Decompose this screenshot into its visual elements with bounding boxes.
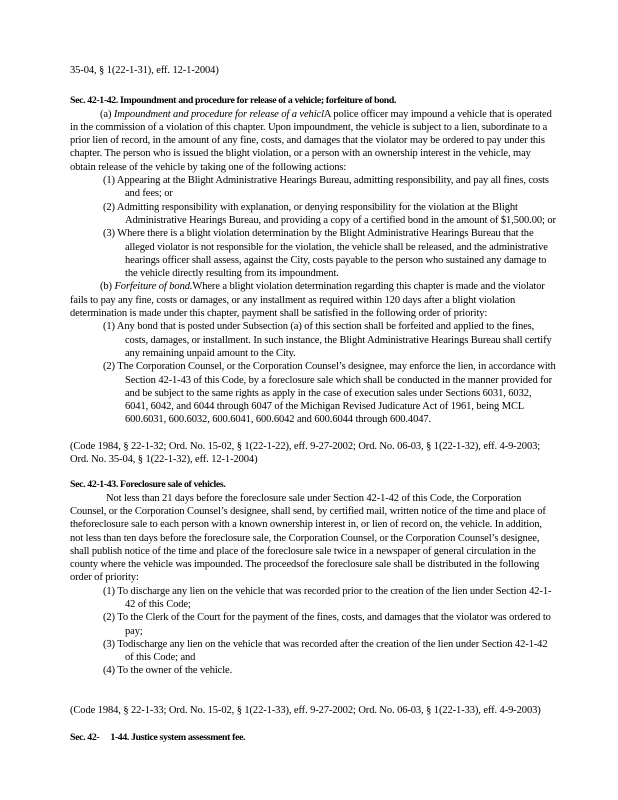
list-item-number: (4) — [103, 665, 115, 677]
list-item-number: (2) — [103, 201, 115, 213]
list-item — [70, 320, 556, 360]
list-item — [70, 201, 556, 228]
ordinance-continuation-line: 35-04, § 1(22-1-31), eff. 12-1-2004) — [70, 65, 219, 76]
list-item-text: The Corporation Counsel, or the Corporation Counsel’s designee, may enforce the lien, in accordance with Section 42-1-43 of this Code, by a foreclosure sale which shall be conducted in the manner provided for and be subject to the same rights as apply in the case of execution sales under Sections 6031, 6032, 6041, 6042, and 6044 through 6047 of the Michigan Revised Judicature Act of 1961, being MCL 600.6031, 600.6032, 600.6041, 600.6042 and 600.6044 through 600.4047. — [117, 361, 556, 426]
list-item-text: To the owner of the vehicle. — [117, 665, 233, 677]
list-item — [70, 664, 556, 677]
list-42-1-43 — [70, 585, 556, 678]
list-item-number: (3) — [103, 638, 115, 650]
list-item — [70, 585, 556, 612]
list-item — [70, 174, 556, 201]
code-history-note-42-1-43: (Code 1984, § 22-1-33; Ord. No. 15-02, § 1(22-1-33), eff. 9-27-2002; Ord. No. 06-03, § 1(22-1-33), eff. 4-9-2003) — [70, 704, 541, 716]
list-item-number: (3) — [103, 228, 115, 240]
list-item — [70, 360, 556, 426]
list-item — [70, 611, 556, 638]
section-heading-prefix: Sec. 42- — [70, 732, 100, 744]
section-heading-42-1-44 — [70, 731, 556, 744]
section-heading-42-1-43: Sec. 42-1-43. Foreclosure sale of vehicles. — [70, 479, 226, 491]
list-item-number: (1) — [103, 175, 115, 187]
paragraph-a-text: A police officer may impound a vehicle that is operated in the commission of a violation of this chapter. Upon impoundment, the vehicle is subject to a lien, subordinate to a prior lien of record, in the amount of any fine, costs, and damages that the violator may be ordered to pay under this chapter. The person who is issued the blight violation, or a person with an ownership interest in the vehicle, may obtain release of the vehicle by taking one of the following actions: — [70, 108, 552, 173]
list-item-text: To discharge any lien on the vehicle that was recorded prior to the creation of the lien under Section 42-1-42 of this Code; — [117, 585, 552, 610]
list-item-text: Appearing at the Blight Administrative Hearings Bureau, admitting responsibility, and pay all fines, costs and fees; or — [116, 175, 549, 200]
list-item-number: (1) — [103, 321, 115, 333]
list-item-text: Todischarge any lien on the vehicle that was recorded after the creation of the lien under Section 42-1-42 of this Code; and — [117, 638, 548, 664]
paragraph-b — [70, 280, 556, 320]
section-heading-rest: 1-44. Justice system assessment fee. — [110, 732, 246, 744]
list-item-number: (2) — [103, 361, 115, 373]
paragraph-a-label: (a) — [100, 108, 112, 120]
section-heading-42-1-42: Sec. 42-1-42. Impoundment and procedure for release of a vehicle; forfeiture of bond. — [70, 95, 397, 107]
list-subsection-b — [70, 320, 556, 426]
list-subsection-a — [70, 174, 556, 280]
list-item-number: (1) — [103, 585, 115, 597]
list-item — [70, 638, 556, 665]
list-item-text: Where there is a blight violation determination by the Blight Administrative Hearings Bureau that the alleged violator is not responsible for the violation, the vehicle shall be released, and the administrative hearings officer shall assess, against the City, costs payable to the person who sustained any damage to the vehicle directly resulting from its impoundment. — [117, 228, 548, 280]
paragraph-b-text: Where a blight violation determination regarding this chapter is made and the violator fails to pay any fine, costs or damages, or any installment as required within 120 days after a blight violation determination is made under this chapter, payment shall be satisfied in the following order of priority: — [70, 281, 545, 320]
paragraph-b-title: Forfeiture of bond. — [114, 281, 193, 293]
paragraph-b-label: (b) — [100, 281, 112, 293]
paragraph-42-1-43: Not less than 21 days before the foreclosure sale under Section 42-1-42 of this Code, the Corporation Counsel, or the Corporation Counsel’s designee, shall send, by certified mail, written notice of the time and place of theforeclosure sale to each person with a known ownership interest in, or lien of record on, the vehicle. In addition, not less than ten days before the foreclosure sale, the Corporation Counsel, or the Corporation Counsel’s designee, shall publish notice of the time and place of the foreclosure sale twice in a newspaper of general circulation in the county where the vehicle was impounded. The proceedsof the foreclosure sale shall be distributed in the following order of priority: — [70, 492, 546, 584]
list-item-text: Admitting responsibility with explanation, or denying responsibility for the violation at the Blight Administrative Hearings Bureau, and providing a copy of a certified bond in the amount of $1,500.00; or — [116, 201, 556, 226]
paragraph-a — [70, 108, 556, 174]
list-item-number: (2) — [103, 612, 115, 624]
paragraph-a-title: Impoundment and procedure for release of a vehicl — [113, 108, 324, 120]
code-history-note-42-1-42: (Code 1984, § 22-1-32; Ord. No. 15-02, § 1(22-1-22), eff. 9-27-2002; Ord. No. 06-03, § 1(22-1-32), eff. 4-9-2003; Ord. No. 35-04, § 1(22-1-32), eff. 12-1-2004) — [70, 440, 541, 466]
list-item-text: To the Clerk of the Court for the payment of the fines, costs, and damages that the violator was ordered to pay; — [117, 612, 551, 637]
list-item-text: Any bond that is posted under Subsection (a) of this section shall be forfeited and applied to the fines, costs, damages, or installment. In such instance, the Blight Administrative Hearings Bureau shall certify any remaining unpaid amount to the City. — [116, 321, 552, 359]
list-item — [70, 227, 556, 280]
